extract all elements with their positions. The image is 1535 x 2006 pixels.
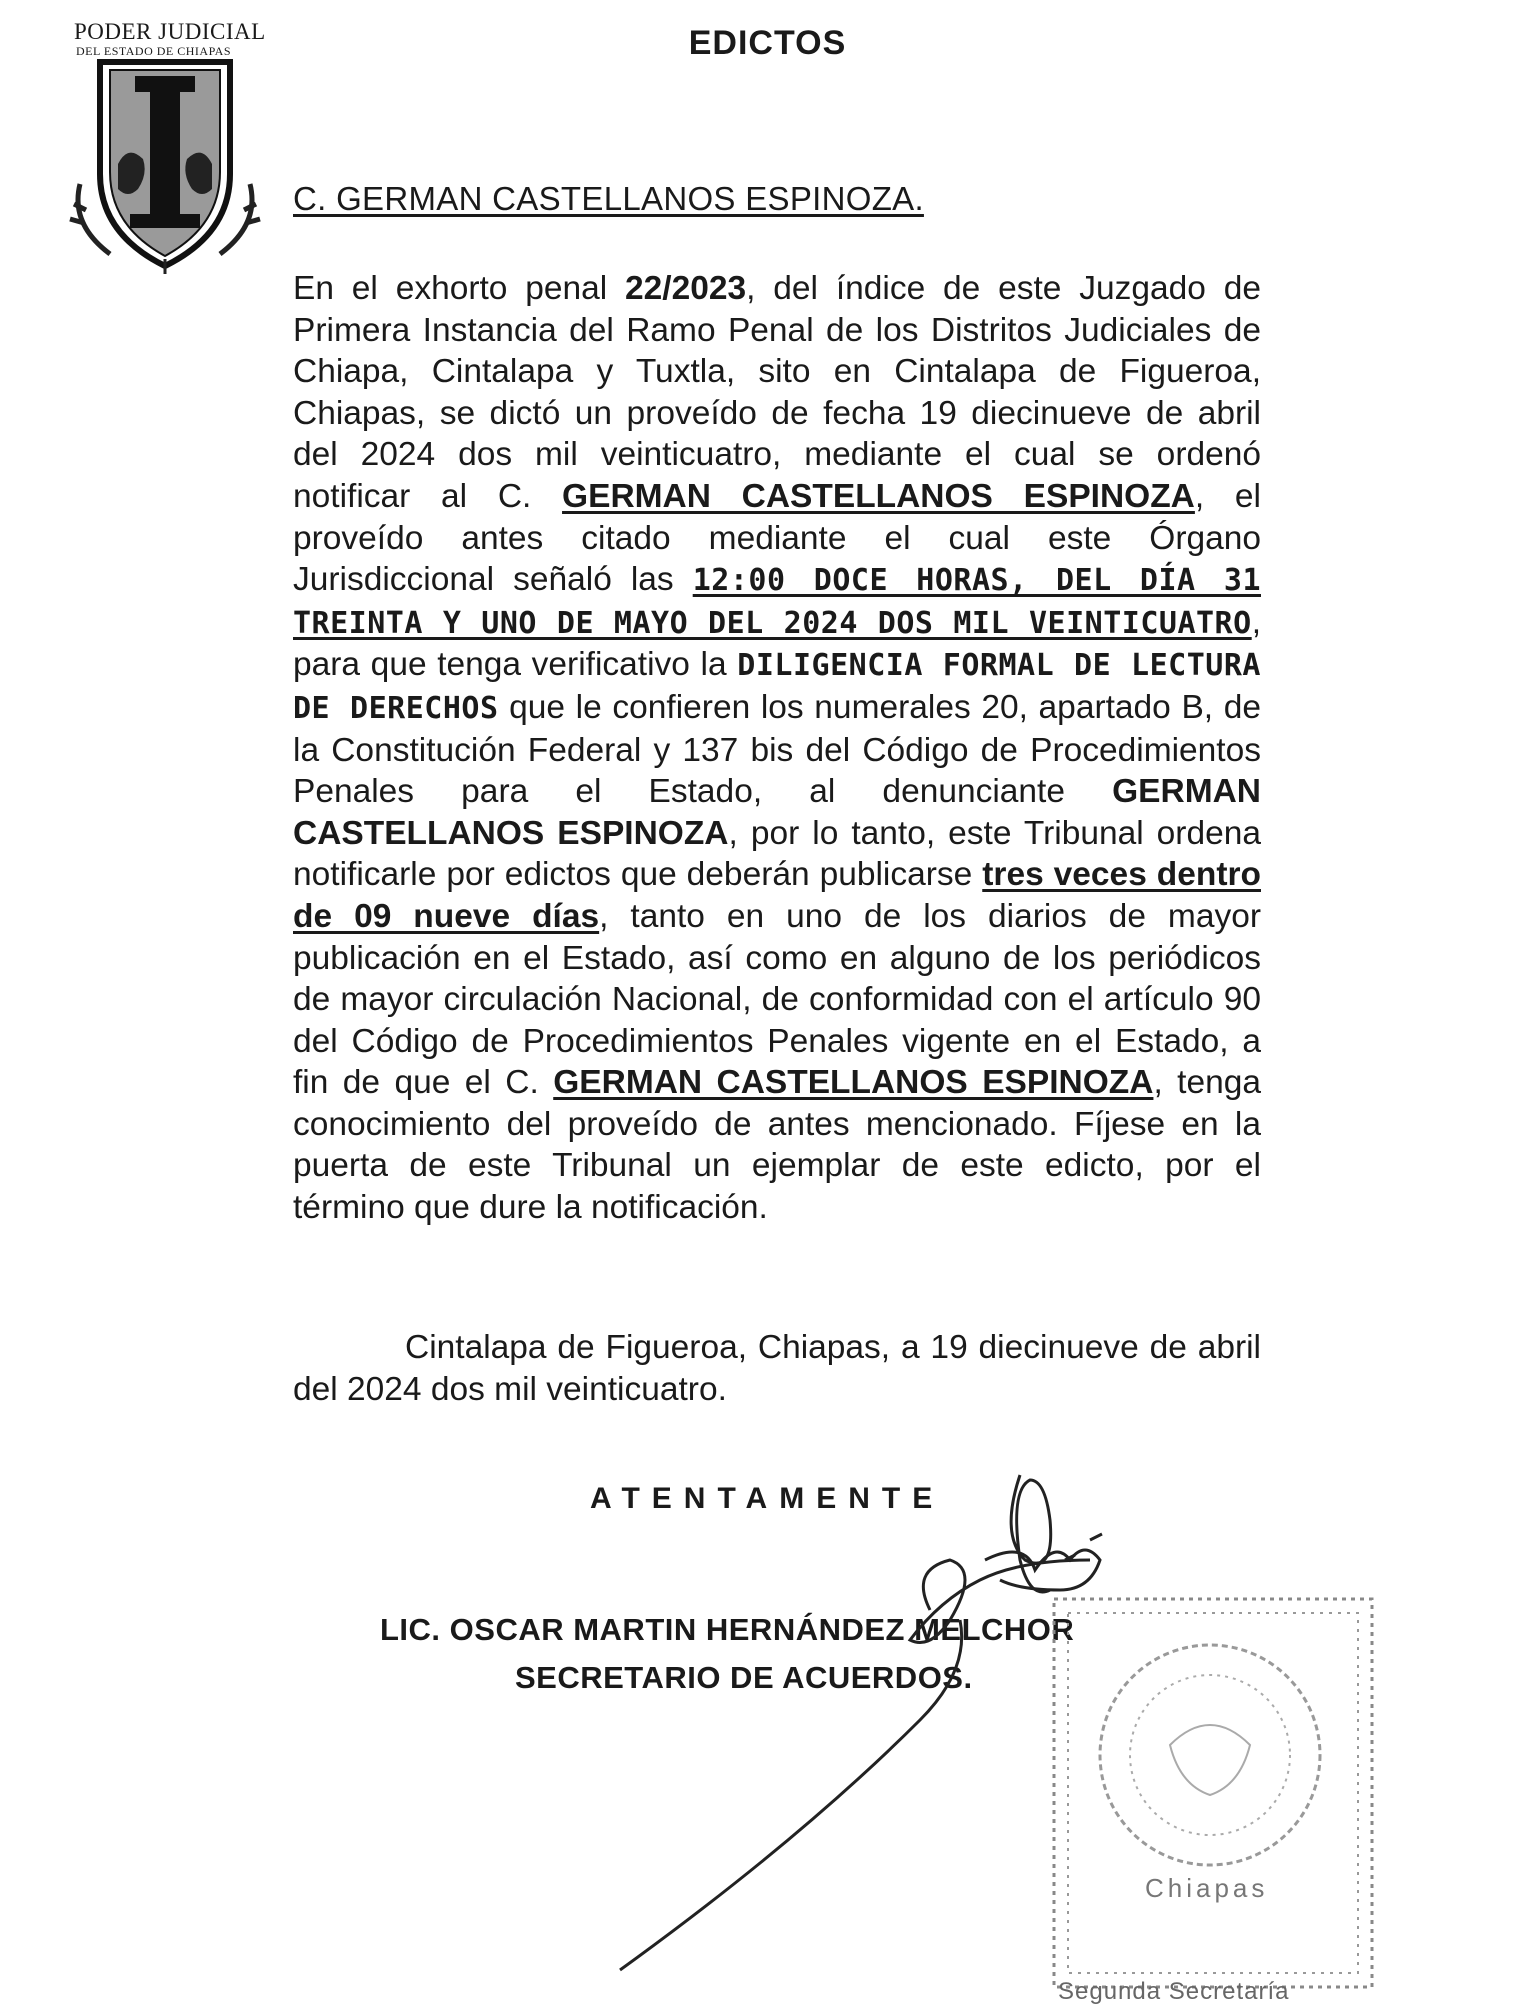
logo-line2: DEL ESTADO DE CHIAPAS	[76, 44, 231, 58]
signer-name: LIC. OSCAR MARTIN HERNÁNDEZ MELCHOR	[380, 1612, 1075, 1647]
body-text: , el proveído antes citado mediante el cual este Órgano Jurisdiccional señaló las	[293, 477, 1261, 599]
addressee: C. GERMAN CASTELLANOS ESPINOZA.	[293, 180, 924, 217]
proceeding-name: DILIGENCIA FORMAL DE LECTURA DE DERECHOS	[293, 648, 1261, 726]
body-text: , tenga conocimiento del proveído de antes mencionado. Fíjese en la puerta de este Tribunal un ejemplar de este edicto, por el término que dure la notificación.	[293, 1064, 1261, 1227]
hearing-date: 12:00 DOCE HORAS, DEL DÍA 31 TREINTA Y UNO DE MAYO DEL 2024 DOS MIL VEINTICUATRO	[293, 563, 1261, 641]
person-name: GERMAN CASTELLANOS ESPINOZA	[293, 773, 1261, 852]
logo-line1: PODER JUDICIAL	[74, 19, 266, 44]
stamp-icon	[1040, 1595, 1380, 1995]
person-name: GERMAN CASTELLANOS ESPINOZA	[553, 1064, 1154, 1102]
stamp-text: Chiapas	[1145, 1873, 1269, 1903]
body-text: , tanto en uno de los diarios de mayor publicación en el Estado, así como en alguno de los periódicos de mayor circulación Nacional, de conformidad con el artículo 90 del Código de Procedimientos Penales vigente en el Estado, a fin de que el C.	[293, 897, 1261, 1102]
edict-body	[293, 268, 1261, 1229]
body-paragraph	[293, 268, 1261, 1229]
person-name: GERMAN CASTELLANOS ESPINOZA	[562, 477, 1195, 515]
body-text: , del índice de este Juzgado de Primera Instancia del Ramo Penal de los Distritos Judiciales de Chiapa, Cintalapa y Tuxtla, sito en Cintalapa de Figueroa, Chiapas, se dictó un proveído de fecha 19 diecinueve de abril del 2024 dos mil veinticuatro, mediante el cual se ordenó notificar al C.	[293, 270, 1261, 515]
body-text: En el exhorto penal	[293, 270, 626, 307]
publication-term: tres veces dentro de 09 nueve días	[293, 856, 1261, 935]
body-text: que le confieren los numerales 20, apartado B, de la Constitución Federal y 137 bis del Código de Procedimientos Penales para el Estado, al denunciante	[293, 688, 1261, 811]
signer-position: SECRETARIO DE ACUERDOS.	[515, 1660, 973, 1695]
court-stamp	[1040, 1595, 1380, 2005]
case-number: 22/2023	[625, 270, 747, 307]
body-text: , por lo tanto, este Tribunal ordena notificarle por edictos que deberán publicarse	[293, 814, 1261, 894]
place-and-date: Cintalapa de Figueroa, Chiapas, a 19 diecinueve de abril del 2024 dos mil veinticuatro.	[293, 1329, 1261, 1408]
body-text: , para que tenga verificativo la	[293, 603, 1261, 684]
document-title: EDICTOS	[688, 24, 847, 62]
salutation: ATENTAMENTE	[590, 1482, 945, 1515]
coat-of-arms-icon	[60, 54, 270, 274]
stamp-text: Segunda Secretaría	[1058, 1978, 1290, 2005]
